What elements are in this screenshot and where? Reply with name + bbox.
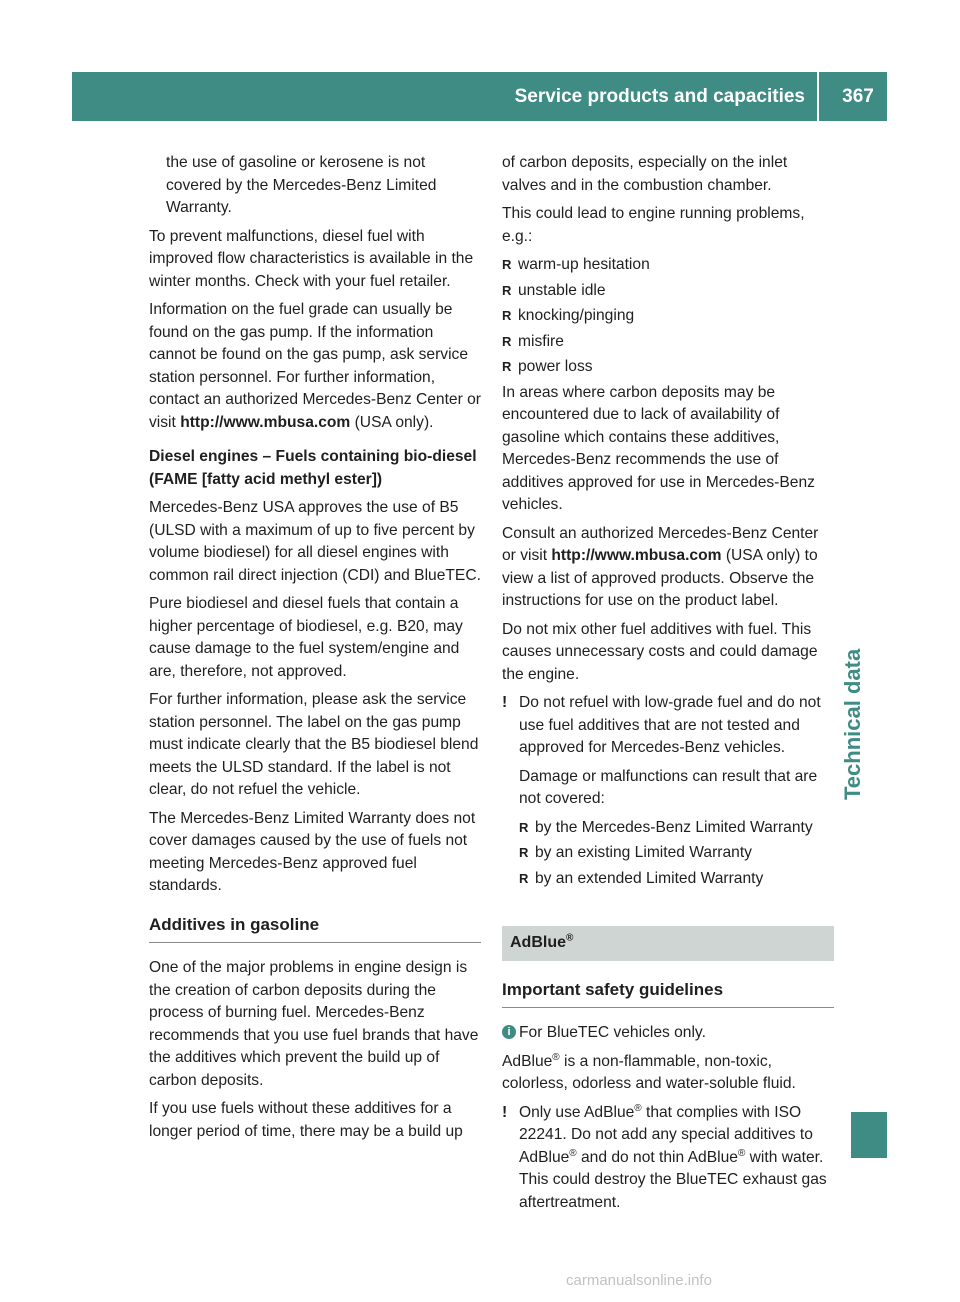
text: that complies with ISO 22241. Do not add any special additives to AdBlue [519, 1103, 813, 1166]
paragraph: To prevent malfunctions, diesel fuel with improved flow characteristics is available in the winter months. Check with your fuel retailer. [149, 227, 474, 290]
list-item: R power loss [502, 356, 834, 379]
diesel-heading: Diesel engines – Fuels containing bio-diesel (FAME [fatty acid methyl ester]) [149, 448, 477, 488]
paragraph [502, 1051, 834, 1096]
list-item: R by an existing Limited Warranty [519, 842, 834, 865]
header-title: Service products and capacities [515, 72, 819, 121]
text: AdBlue [502, 1052, 553, 1070]
info-note [502, 1022, 834, 1045]
list-item: R by an extended Limited Warranty [519, 868, 834, 891]
paragraph: If you use fuels without these additives for a longer period of time, there may be a build up [149, 1100, 463, 1140]
text: Only use AdBlue [519, 1103, 635, 1121]
text: (USA only) to view a list of approved products. Observe the instructions for use on the product label. [502, 547, 818, 609]
paragraph: Do not mix other fuel additives with fuel. This causes unnecessary costs and could damage the engine. [502, 620, 818, 683]
list-item: R warm-up hesitation [502, 254, 834, 277]
registered-mark: ® [634, 1102, 642, 1114]
registered-mark: ® [737, 1147, 746, 1159]
registered-mark: ® [552, 1051, 560, 1063]
registered-mark: ® [566, 932, 574, 944]
side-tab [851, 1112, 887, 1158]
list-item: R misfire [502, 331, 834, 354]
text: and do not thin AdBlue [576, 1148, 738, 1166]
list-item: R knocking/pinging [502, 305, 834, 328]
paragraph: This could lead to engine running problems, e.g.: [502, 205, 805, 245]
text: Consult an authorized Mercedes-Benz Center or visit [502, 524, 819, 564]
paragraph: In areas where carbon deposits may be encountered due to lack of availability of gasoline which contains these additives, Mercedes-Benz recommends the use of additives approved for use in Mercedes-Benz vehicles. [502, 383, 815, 513]
registered-mark: ® [569, 1147, 577, 1159]
list-item: R unstable idle [502, 280, 834, 303]
safety-heading: Important safety guidelines [502, 969, 834, 1009]
paragraph: The Mercedes-Benz Limited Warranty does not cover damages caused by the use of fuels not meeting Mercedes-Benz approved fuel standards. [149, 809, 476, 894]
additives-heading: Additives in gasoline [149, 904, 481, 944]
side-label: Technical data [840, 648, 865, 800]
paragraph [502, 523, 834, 613]
info-icon: i [502, 1025, 516, 1039]
text: is a non-flammable, non-toxic, colorless, odorless and water-soluble fluid. [502, 1052, 796, 1092]
adblue-band [502, 926, 834, 961]
text: AdBlue [510, 934, 566, 951]
paragraph: One of the major problems in engine design is the creation of carbon deposits during the process of burning fuel. Mercedes-Benz recommends that you use fuel brands that have the additives which prevent the build up of carbon deposits. [149, 959, 479, 1089]
paragraph: Damage or malfunctions can result that are not covered: [519, 767, 818, 807]
warning-icon: ! [502, 694, 508, 711]
watermark: carmanualsonline.info [566, 1272, 712, 1289]
mbusa-link[interactable]: http://www.mbusa.com [551, 547, 722, 564]
list-item: R by the Mercedes-Benz Limited Warranty [519, 817, 834, 840]
text: (USA only). [350, 413, 434, 431]
paragraph: Mercedes-Benz USA approves the use of B5 (ULSD with a maximum of up to five percent by volume biodiesel) for all diesel engines with common rail direct injection (CDI) and BlueTEC. [149, 499, 481, 584]
warning-note [502, 1102, 834, 1215]
mbusa-link[interactable]: http://www.mbusa.com [180, 413, 351, 431]
left-column [149, 152, 481, 1149]
page-number: 367 [842, 86, 874, 107]
paragraph: the use of gasoline or kerosene is not covered by the Mercedes-Benz Limited Warranty. [166, 154, 437, 216]
paragraph [149, 299, 481, 434]
warning-icon: ! [502, 1103, 508, 1121]
paragraph: of carbon deposits, especially on the inlet valves and in the combustion chamber. [502, 154, 788, 194]
text: with water. This could destroy the BlueTEC exhaust gas aftertreatment. [519, 1148, 827, 1211]
text: Information on the fuel grade can usually be found on the gas pump. If the information cannot be found on the gas pump, ask service station personnel. For further information, contact an authorized Mercedes-Benz Center or visit [149, 301, 481, 431]
paragraph: Pure biodiesel and diesel fuels that contain a higher percentage of biodiesel, e.g. B20, may cause damage to the fuel system/engine and are, therefore, not approved. [149, 595, 463, 680]
paragraph: For further information, please ask the service station personnel. The label on the gas pump must indicate clearly that the B5 biodiesel blend meets the ULSD standard. If the label is not clear, do not refuel the vehicle. [149, 691, 479, 798]
warning-note [502, 692, 834, 890]
page-header [72, 72, 887, 121]
paragraph: Do not refuel with low-grade fuel and do not use fuel additives that are not tested and approved for Mercedes-Benz vehicles. [519, 694, 821, 756]
text: For BlueTEC vehicles only. [519, 1024, 706, 1041]
right-column [502, 152, 834, 1220]
